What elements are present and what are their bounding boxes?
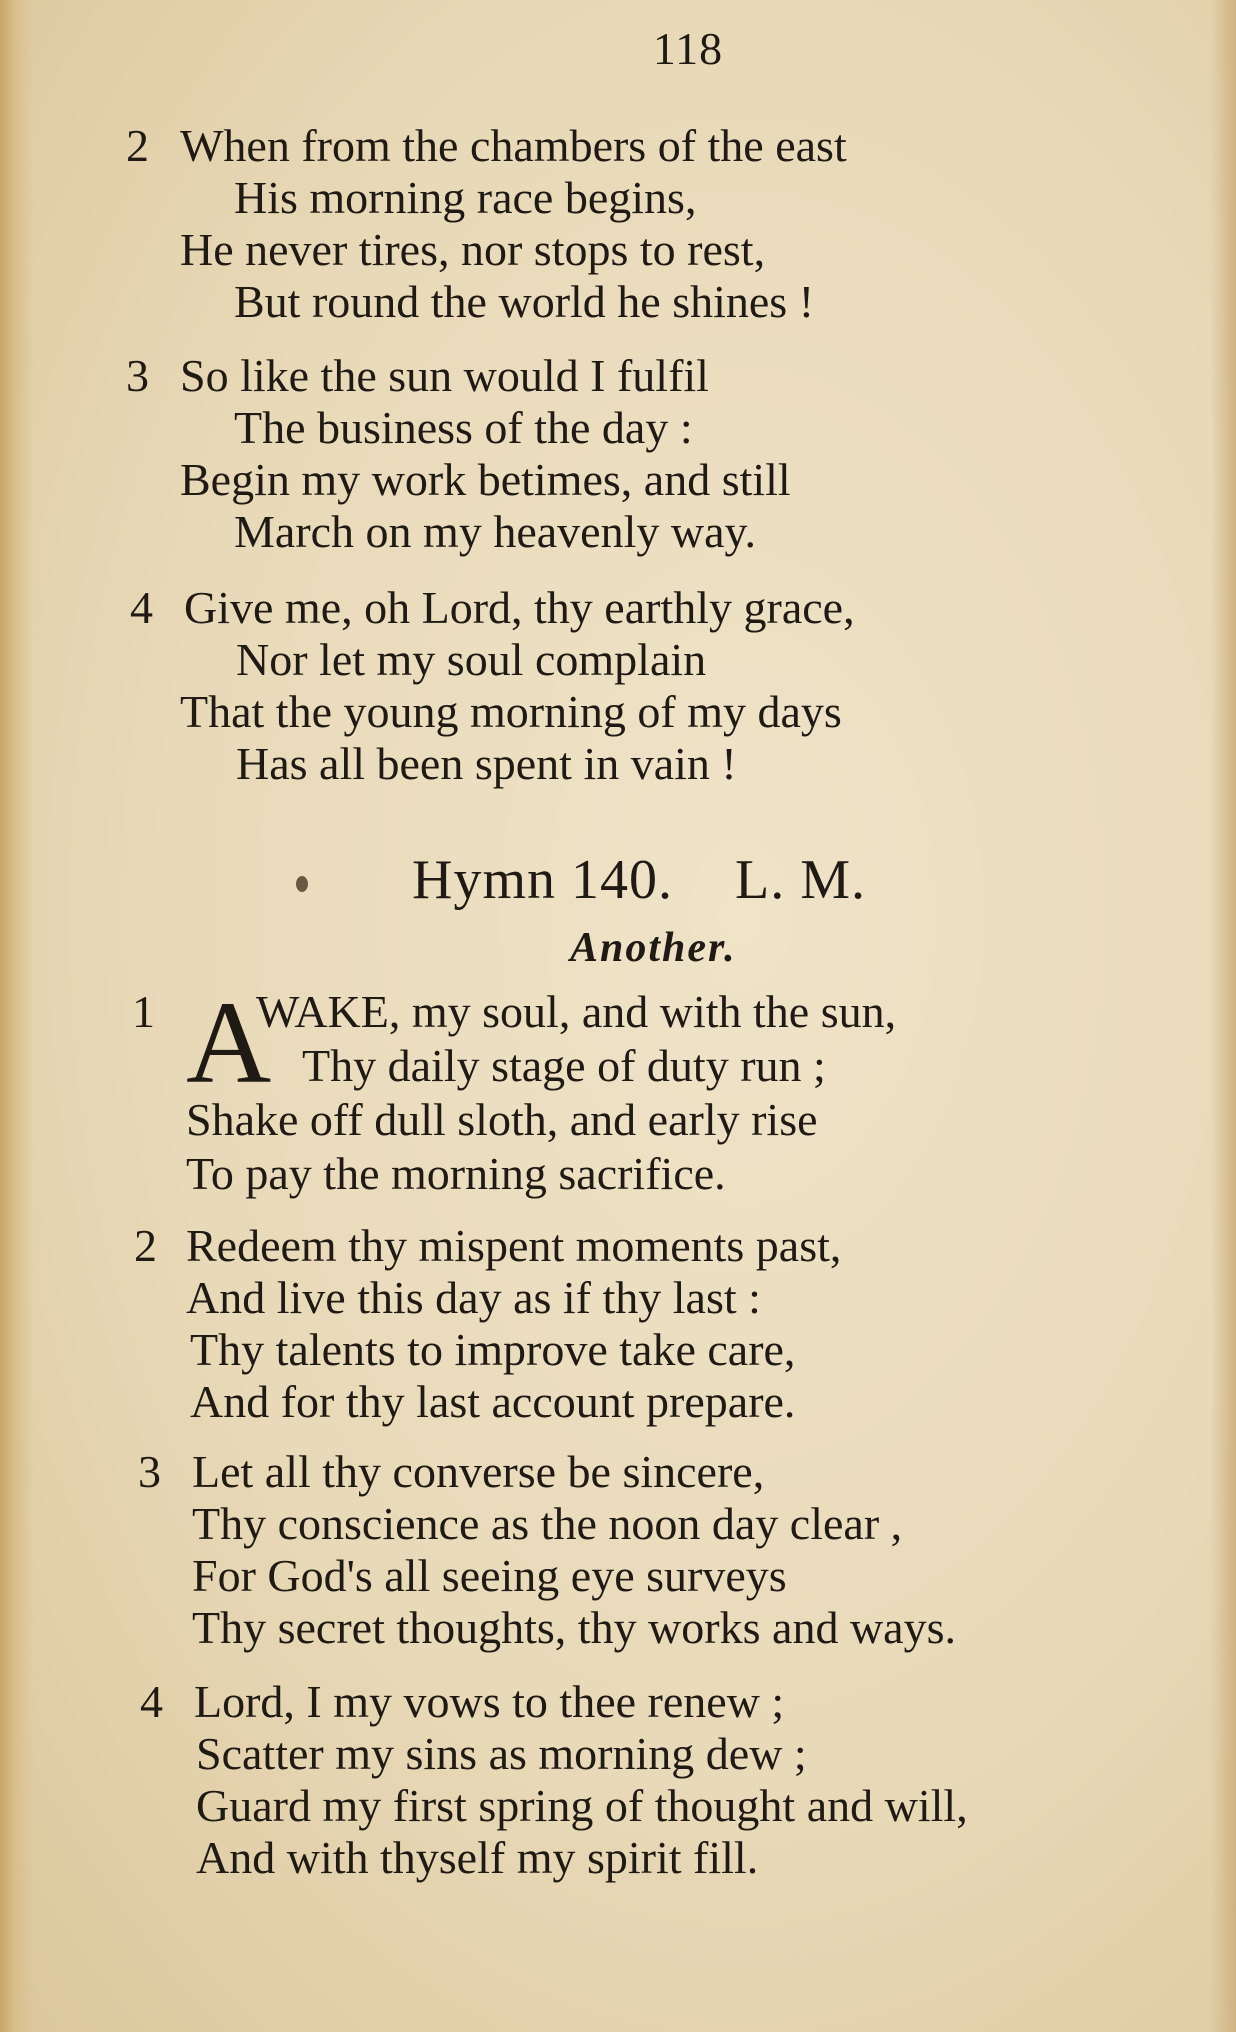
verse-line: For God's all seeing eye surveys bbox=[192, 1550, 787, 1601]
verse-line: But round the world he shines ! bbox=[234, 276, 815, 327]
verse-number: 1 bbox=[132, 986, 155, 1037]
page-edge-right bbox=[1210, 0, 1236, 2032]
verse-line: That the young morning of my days bbox=[180, 686, 842, 737]
verse-line: Thy secret thoughts, thy works and ways. bbox=[192, 1602, 956, 1653]
verse-line: Let all thy converse be sincere, bbox=[192, 1446, 765, 1497]
hymn-subtitle: Another. bbox=[570, 925, 737, 971]
verse-line: Lord, I my vows to thee renew ; bbox=[194, 1676, 785, 1727]
hymn-meter: L. M. bbox=[735, 849, 866, 911]
hymn-number: Hymn 140. bbox=[412, 849, 673, 911]
verse-line: Has all been spent in vain ! bbox=[236, 738, 737, 789]
verse-line: Guard my first spring of thought and will, bbox=[196, 1780, 968, 1831]
page-edge-left bbox=[0, 0, 34, 2032]
ornament-dot bbox=[296, 876, 308, 892]
verse-number: 3 bbox=[126, 350, 149, 401]
drop-cap: A bbox=[186, 977, 272, 1108]
verse-line: So like the sun would I fulfil bbox=[180, 350, 709, 401]
verse-line: His morning race begins, bbox=[234, 172, 697, 223]
verse-number: 2 bbox=[126, 120, 149, 171]
verse-line: And live this day as if thy last : bbox=[186, 1272, 761, 1323]
verse-line: When from the chambers of the east bbox=[180, 120, 847, 171]
verse-line: Give me, oh Lord, thy earthly grace, bbox=[184, 582, 855, 633]
verse-number: 4 bbox=[140, 1676, 163, 1727]
verse-line: The business of the day : bbox=[234, 402, 693, 453]
verse-number: 3 bbox=[138, 1446, 161, 1497]
verse-line: Nor let my soul complain bbox=[236, 634, 707, 685]
verse-line: To pay the morning sacrifice. bbox=[186, 1148, 726, 1199]
verse-line: WAKE, my soul, and with the sun, bbox=[256, 986, 897, 1037]
verse-line: He never tires, nor stops to rest, bbox=[180, 224, 766, 275]
verse-line: Shake off dull sloth, and early rise bbox=[186, 1094, 818, 1145]
verse-line: Scatter my sins as morning dew ; bbox=[196, 1728, 807, 1779]
hymn-title bbox=[412, 848, 866, 912]
verse-number: 2 bbox=[134, 1220, 157, 1271]
page-number: 118 bbox=[652, 23, 724, 74]
verse-line: And for thy last account prepare. bbox=[190, 1376, 796, 1427]
verse-line: Thy talents to improve take care, bbox=[190, 1324, 796, 1375]
verse-line: Thy conscience as the noon day clear , bbox=[192, 1498, 903, 1549]
verse-line: Begin my work betimes, and still bbox=[180, 454, 791, 505]
verse-line: And with thyself my spirit fill. bbox=[196, 1832, 759, 1883]
verse-number: 4 bbox=[130, 582, 153, 633]
verse-line: Thy daily stage of duty run ; bbox=[302, 1040, 826, 1091]
verse-line: Redeem thy mispent moments past, bbox=[186, 1220, 842, 1271]
verse-line: March on my heavenly way. bbox=[234, 506, 757, 557]
